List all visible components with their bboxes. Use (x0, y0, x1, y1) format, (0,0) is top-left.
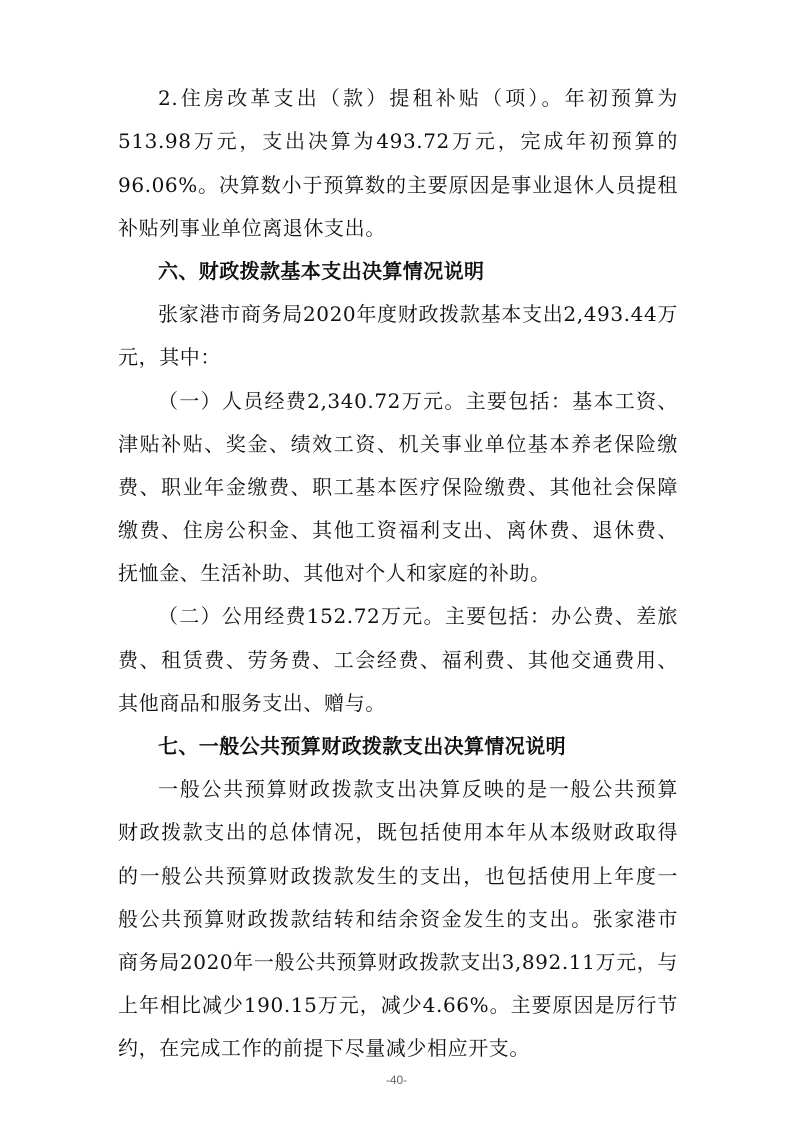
paragraph-line: 的一般公共预算财政拨款发生的支出，也包括使用上年度一 (118, 864, 678, 888)
paragraph-line: 一般公共预算财政拨款支出决算反映的是一般公共预算 (158, 777, 678, 801)
paragraph-line: 费、职业年金缴费、职工基本医疗保险缴费、其他社会保障 (118, 475, 678, 499)
paragraph-line: 般公共预算财政拨款结转和结余资金发生的支出。张家港市 (118, 907, 678, 931)
paragraph-line: （一）人员经费2,340.72万元。主要包括：基本工资、 (158, 389, 678, 413)
section-heading-seven: 七、一般公共预算财政拨款支出决算情况说明 (158, 734, 566, 758)
paragraph-line: 张家港市商务局2020年度财政拨款基本支出2,493.44万 (158, 302, 678, 326)
paragraph-line: 商务局2020年一般公共预算财政拨款支出3,892.11万元，与 (118, 950, 678, 974)
paragraph-line: 2.住房改革支出（款）提租补贴（项）。年初预算为 (158, 86, 678, 110)
paragraph-line: 财政拨款支出的总体情况，既包括使用本年从本级财政取得 (118, 820, 678, 844)
paragraph-line: 约，在完成工作的前提下尽量减少相应开支。 (118, 1036, 530, 1060)
paragraph-line: （二）公用经费152.72万元。主要包括：办公费、差旅 (158, 604, 678, 628)
paragraph-line: 上年相比减少190.15万元，减少4.66%。主要原因是厉行节 (118, 993, 678, 1017)
paragraph-line: 抚恤金、生活补助、其他对个人和家庭的补助。 (118, 561, 551, 585)
section-heading-six: 六、财政拨款基本支出决算情况说明 (158, 259, 485, 283)
page-number: -40- (385, 1073, 408, 1087)
paragraph-line: 其他商品和服务支出、赠与。 (118, 691, 386, 715)
paragraph-line: 津贴补贴、奖金、绩效工资、机关事业单位基本养老保险缴 (118, 432, 678, 456)
paragraph-line: 513.98万元，支出决算为493.72万元，完成年初预算的 (118, 129, 678, 153)
paragraph-line: 缴费、住房公积金、其他工资福利支出、离休费、退休费、 (118, 518, 678, 542)
paragraph-line: 补贴列事业单位离退休支出。 (118, 216, 386, 240)
paragraph-line: 元，其中： (118, 345, 221, 369)
paragraph-line: 费、租赁费、劳务费、工会经费、福利费、其他交通费用、 (118, 648, 678, 672)
paragraph-line: 96.06%。决算数小于预算数的主要原因是事业退休人员提租 (118, 173, 678, 197)
